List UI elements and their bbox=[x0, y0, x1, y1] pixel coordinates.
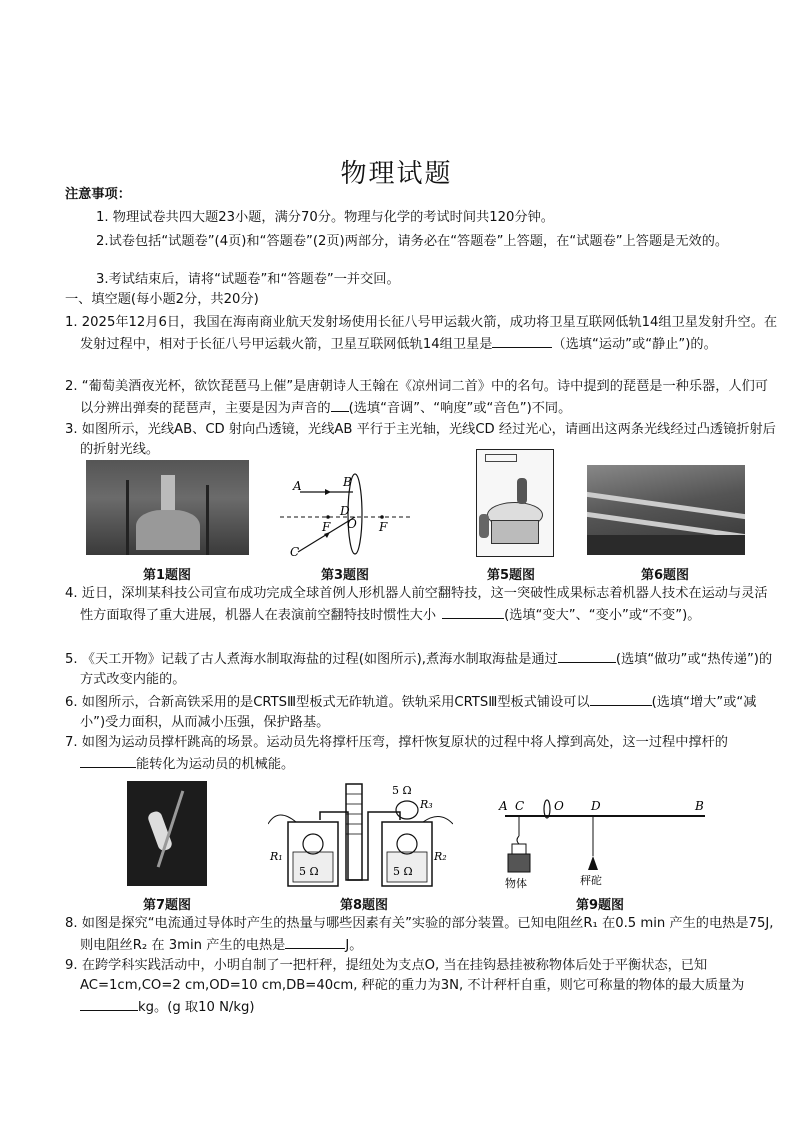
heating-experiment-diagram bbox=[268, 782, 453, 892]
question-8-text: 8. 如图是探究“电流通过导体时产生的热量与哪些因素有关”实验的部分装置。已知电阻丝R₁ 在0.5 min 产生的电热是75J, 则电阻丝R₂ 在 3min 产生的电热是 bbox=[65, 916, 774, 953]
caption-fig5: 第5题图 bbox=[486, 568, 536, 583]
label-object: 物体 bbox=[505, 877, 527, 890]
notice-item-2: 2.试卷包括“试题卷”(4页)和“答题卷”(2页)两部分，请务必在“答题卷”上答题，在“试题卷”上答题是无效的。 bbox=[96, 234, 729, 249]
pole-vault-photo bbox=[127, 781, 207, 886]
label-B: B bbox=[343, 475, 352, 489]
question-8 bbox=[65, 914, 780, 956]
caption-fig6: 第6题图 bbox=[640, 568, 690, 583]
label-R3: R₃ bbox=[420, 798, 433, 811]
question-2-text: 2. “葡萄美酒夜光杯，欲饮琵琶马上催”是唐朝诗人王翰在《凉州词二首》中的名句。诗中提到的琵琶是一种乐器，人们可以分辨出弹奏的琵琶声，主要是因为声音的 bbox=[65, 379, 768, 416]
label-O: O bbox=[554, 799, 564, 813]
question-7-options: 能转化为运动员的机械能。 bbox=[136, 757, 295, 772]
notice-heading: 注意事项： bbox=[65, 187, 131, 202]
label-r3-value: 5 Ω bbox=[392, 784, 412, 797]
label-D: D bbox=[340, 504, 350, 518]
question-4-options: (选填“变大”、“变小”或“不变”)。 bbox=[504, 608, 701, 623]
question-9 bbox=[65, 956, 780, 1018]
lens-diagram bbox=[280, 468, 410, 558]
caption-fig7: 第7题图 bbox=[142, 898, 192, 913]
section-heading: 一、填空题(每小题2分，共20分) bbox=[65, 292, 259, 307]
question-6-text: 6. 如图所示，合新高铁采用的是CRTSⅢ型板式无砟轨道。铁轨采用CRTSⅢ型板式铺设可以 bbox=[65, 695, 590, 710]
question-8-unit: J。 bbox=[345, 938, 363, 953]
question-1-options: （选填“运动”或“静止”)的。 bbox=[552, 337, 717, 352]
question-2 bbox=[65, 377, 780, 419]
label-B: B bbox=[695, 799, 704, 813]
label-r1-value: 5 Ω bbox=[299, 865, 319, 878]
answer-blank[interactable] bbox=[492, 333, 552, 348]
label-R2: R₂ bbox=[434, 850, 447, 863]
question-7 bbox=[65, 733, 780, 775]
rocket-launch-photo bbox=[86, 460, 249, 555]
question-6-options: (选填“增大”或“减小”)受力面积，从而减小压强，保护路基。 bbox=[80, 695, 757, 730]
label-O: O bbox=[347, 517, 357, 531]
caption-fig8: 第8题图 bbox=[339, 898, 389, 913]
question-2-options: (选填“音调”、“响度”或“音色”)不同。 bbox=[348, 401, 572, 416]
answer-blank[interactable] bbox=[331, 397, 349, 412]
label-C: C bbox=[515, 799, 525, 813]
question-1-text: 1. 2025年12月6日，我国在海南商业航天发射场使用长征八号甲运载火箭，成功将卫星互联网低轨14组卫星发射升空。在发射过程中，相对于长征八号甲运载火箭，卫星互联网低轨14组卫星是 bbox=[65, 315, 778, 352]
question-1 bbox=[65, 313, 780, 355]
notice-item-3: 3.考试结束后，请将“试题卷”和“答题卷”一并交回。 bbox=[96, 272, 400, 287]
label-D: D bbox=[591, 799, 601, 813]
question-9-unit: kg。(g 取10 N/kg) bbox=[138, 1000, 255, 1015]
label-A: A bbox=[499, 799, 508, 813]
answer-blank[interactable] bbox=[80, 996, 138, 1011]
caption-fig1: 第1题图 bbox=[142, 568, 192, 583]
label-F2: F bbox=[379, 520, 388, 534]
caption-fig3: 第3题图 bbox=[320, 568, 370, 583]
question-5-options: (选填“做功”或“热传递”)的方式改变内能的。 bbox=[80, 652, 773, 687]
salt-boiling-illustration bbox=[476, 449, 554, 557]
steelyard-diagram bbox=[495, 794, 715, 894]
question-5 bbox=[65, 648, 780, 690]
question-6 bbox=[65, 691, 780, 733]
label-weight: 秤砣 bbox=[580, 874, 602, 887]
label-r2-value: 5 Ω bbox=[393, 865, 413, 878]
label-R1: R₁ bbox=[270, 850, 283, 863]
railway-track-photo bbox=[587, 465, 745, 555]
label-A: A bbox=[293, 479, 302, 493]
question-5-text: 5. 《天工开物》记载了古人煮海水制取海盐的过程(如图所示),煮海水制取海盐是通过 bbox=[65, 652, 558, 667]
page-title: 物理试题 bbox=[340, 159, 453, 189]
notice-item-1: 1. 物理试卷共四大题23小题，满分70分。物理与化学的考试时间共120分钟。 bbox=[96, 210, 554, 225]
answer-blank[interactable] bbox=[285, 934, 345, 949]
label-F1: F bbox=[322, 520, 331, 534]
answer-blank[interactable] bbox=[558, 648, 616, 663]
answer-blank[interactable] bbox=[80, 753, 136, 768]
question-3: 3. 如图所示，光线AB、CD 射向凸透镜，光线AB 平行于主光轴，光线CD 经过光心，请画出这两条光线经过凸透镜折射后的折射光线。 bbox=[65, 422, 776, 457]
caption-fig9: 第9题图 bbox=[575, 898, 625, 913]
answer-blank[interactable] bbox=[590, 691, 652, 706]
label-C: C bbox=[290, 545, 300, 558]
question-9-text: 9. 在跨学科实践活动中，小明自制了一把杆秤，提纽处为支点O, 当在挂钩悬挂被称物体后处于平衡状态，已知AC=1cm,CO=2 cm,OD=10 cm,DB=40cm, 秤砣的重力为3N, 不计秤杆自重，则它可称量的物体的最大质量为 bbox=[65, 958, 745, 993]
question-4 bbox=[65, 584, 780, 626]
question-4-text: 4. 近日，深圳某科技公司宣布成功完成全球首例人形机器人前空翻特技，这一突破性成果标志着机器人技术在运动与灵活性方面取得了重大进展，机器人在表演前空翻特技时惯性大小 bbox=[65, 586, 768, 623]
answer-blank[interactable] bbox=[442, 604, 504, 619]
question-7-text: 7. 如图为运动员撑杆跳高的场景。运动员先将撑杆压弯，撑杆恢复原状的过程中将人撑到高处，这一过程中撑杆的 bbox=[65, 735, 728, 750]
